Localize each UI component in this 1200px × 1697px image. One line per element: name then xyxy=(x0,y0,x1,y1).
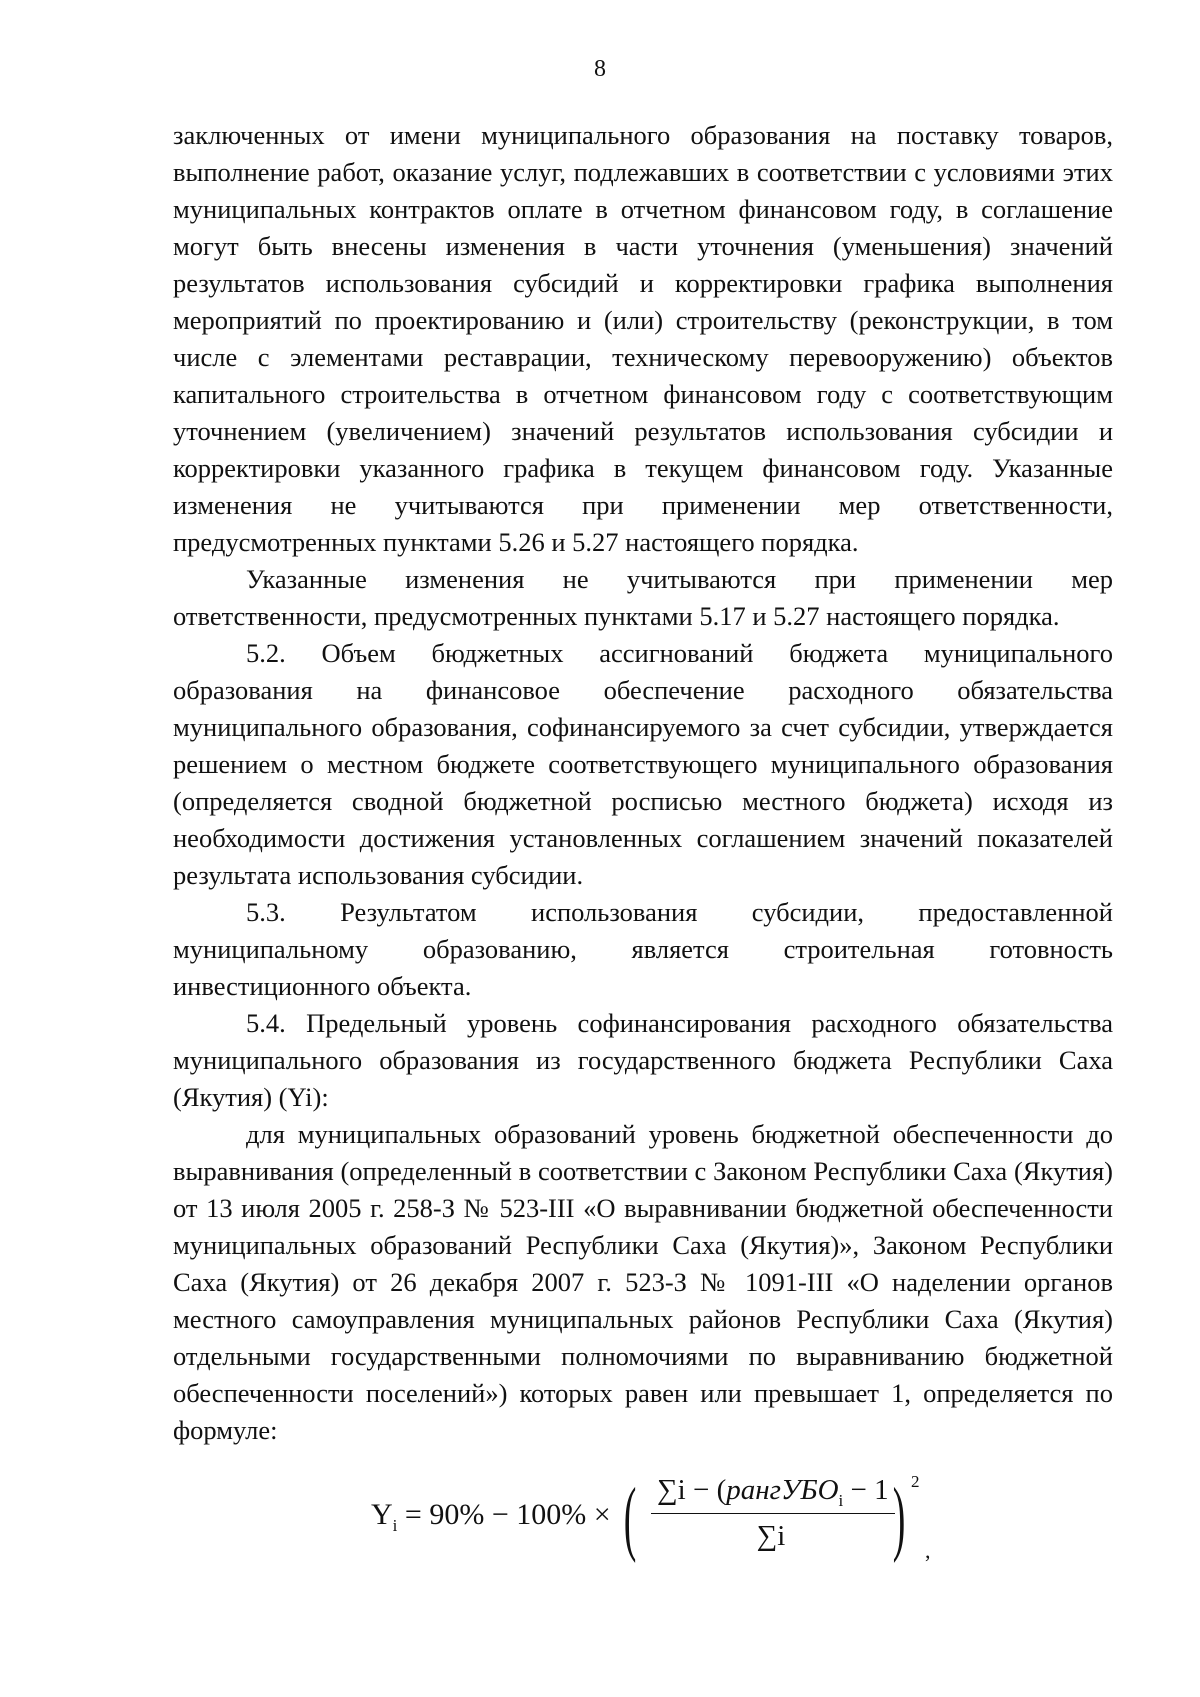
cofinancing-formula xyxy=(371,1470,951,1570)
formula-var-subscript: i xyxy=(392,1516,398,1535)
paragraph-changes-note: Указанные изменения не учитываются при применении мер ответственности, предусмотренных пунктами 5.17 и 5.27 настоящего порядка. xyxy=(173,564,1113,631)
formula-paren-left: ( xyxy=(623,1471,637,1564)
formula-exponent: 2 xyxy=(911,1472,920,1491)
document-body xyxy=(173,117,1113,1449)
formula-paren-right: ) xyxy=(892,1471,906,1564)
formula-numerator xyxy=(651,1474,895,1514)
formula-lhs-rest: = 90% − 100% × xyxy=(397,1498,611,1531)
formula-lhs xyxy=(371,1498,611,1536)
paragraph-formula-intro: для муниципальных образований уровень бюджетной обеспеченности до выравнивания (определенный в соответствии с Законом Республики Саха (Якутия) от 13 июля 2005 г. 258-З № 523-III «О выравнивании бюджетной обеспеченности муниципальных образований Республики Саха (Якутия)», Законом Республики Саха (Якутия) от 26 декабря 2007 г. 523-З № 1091-III «О наделении органов местного самоуправления муниципальных районов Республики Саха (Якутия) отдельными государственными полномочиями по выравниванию бюджетной обеспеченности поселений») которых равен или превышает 1, определяется по формуле: xyxy=(173,1119,1113,1445)
paragraph-5-4: 5.4. Предельный уровень софинансирования расходного обязательства муниципального образования из государственного бюджета Республики Саха (Якутия) (Yi): xyxy=(173,1008,1113,1112)
paragraph-continuation: заключенных от имени муниципального образования на поставку товаров, выполнение работ, оказание услуг, подлежавших в соответствии с условиями этих муниципальных контрактов оплате в отчетном финансовом году, в соглашение могут быть внесены изменения в части уточнения (уменьшения) значений результатов использования субсидий и корректировки графика выполнения мероприятий по проектированию и (или) строительству (реконструкции, в том числе с элементами реставрации, техническому перевооружению) объектов капитального строительства в отчетном финансовом году с соответствующим уточнением (увеличением) значений результатов использования субсидии и корректировки указанного графика в текущем финансовом году. Указанные изменения не учитываются при применении мер ответственности, предусмотренных пунктами 5.26 и 5.27 настоящего порядка. xyxy=(173,120,1113,557)
page-number: 8 xyxy=(594,56,606,82)
paragraph-5-3: 5.3. Результатом использования субсидии, предоставленной муниципальному образованию, является строительная готовность инвестиционного объекта. xyxy=(173,897,1113,1001)
numerator-prefix: ∑i − ( xyxy=(657,1474,727,1506)
formula-var: Y xyxy=(371,1498,393,1531)
numerator-suffix: − 1 xyxy=(843,1474,889,1506)
numerator-rank-term: рангУБО xyxy=(726,1474,839,1506)
numerator-rank-subscript: i xyxy=(838,1490,844,1510)
formula-comma: , xyxy=(925,1538,931,1563)
formula-fraction xyxy=(651,1474,891,1553)
formula-denominator: ∑i xyxy=(756,1519,786,1552)
paragraph-5-2: 5.2. Объем бюджетных ассигнований бюджета муниципального образования на финансовое обеспечение расходного обязательства муниципального образования, софинансируемого за счет субсидии, утверждается решением о местном бюджете соответствующего муниципального образования (определяется сводной бюджетной росписью местного бюджета) исходя из необходимости достижения установленных соглашением значений показателей результата использования субсидии. xyxy=(173,638,1113,890)
